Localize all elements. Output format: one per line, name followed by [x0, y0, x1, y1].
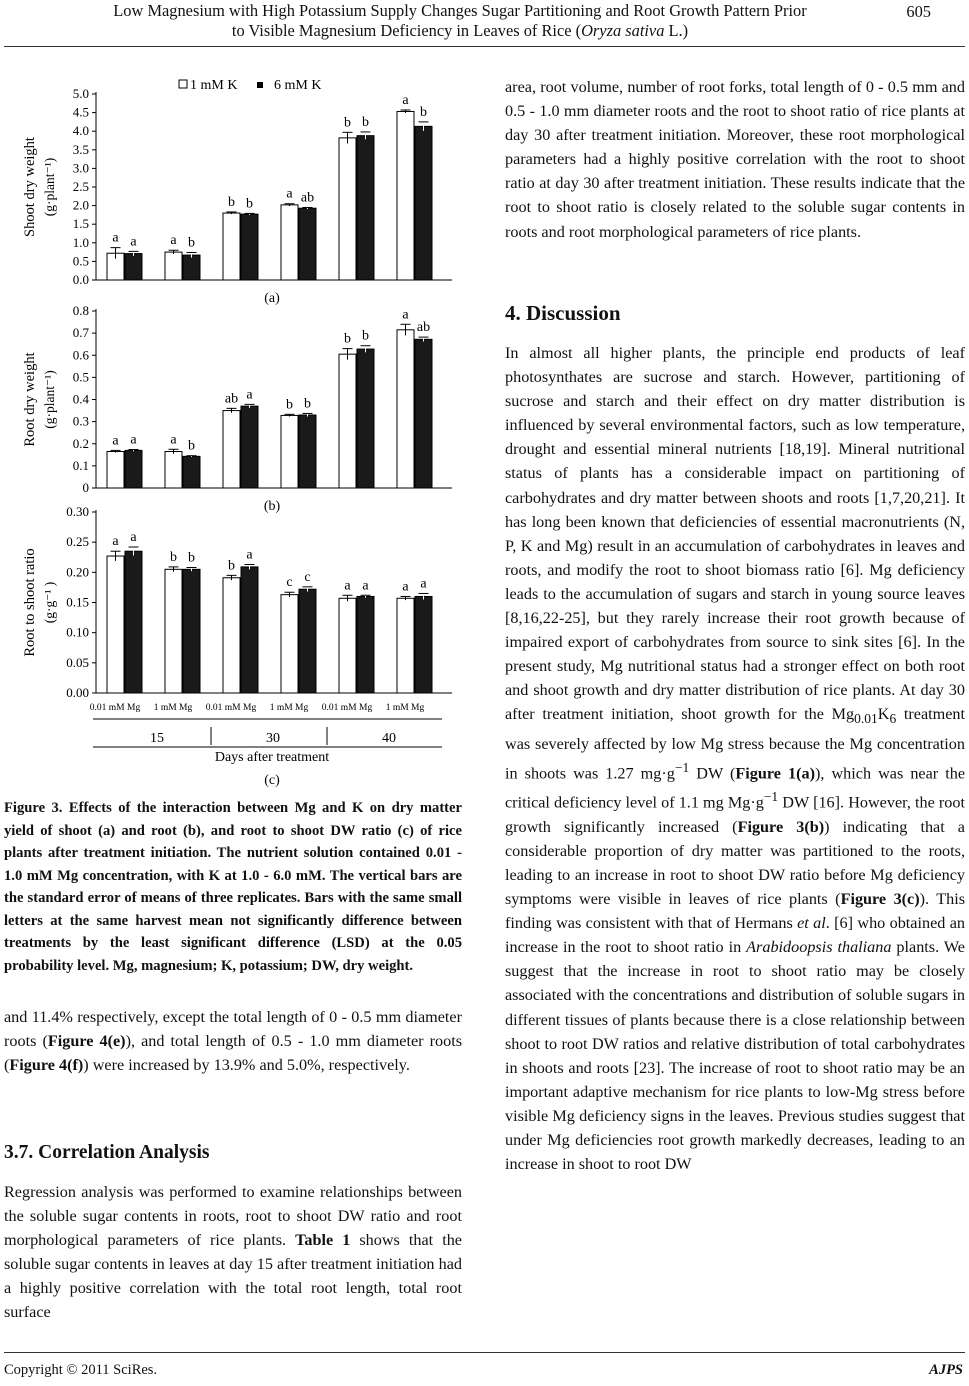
text-run: ) indicating that a considerable proportion of dry matter was partitioned to the roots, leading to an increase in root to shoot DW ratio before Mg deficiency symptoms were visible in leaves of rice plants (: [505, 817, 965, 909]
y-tick-label: 1.5: [72, 216, 89, 232]
x-category-label: 0.01 mM Mg: [89, 703, 141, 713]
superscript: −1: [674, 759, 690, 775]
figure-ref[interactable]: Figure 4(f): [9, 1056, 84, 1075]
significance-letter: a: [402, 579, 409, 595]
bar: [357, 136, 374, 280]
x-category-label: 0.01 mM Mg: [321, 703, 373, 713]
significance-letter: a: [112, 534, 119, 550]
significance-letter: a: [246, 547, 253, 563]
y-axis-unit: (g·plant⁻¹): [42, 157, 57, 217]
figure-3: [12, 74, 452, 794]
text-run: Regression analysis was performed to examine relationships between the soluble sugar contents in roots, root to shoot DW ratio and root morphological parameters of rice plants.: [4, 1183, 462, 1250]
figure-caption: [4, 797, 462, 977]
significance-letter: a: [246, 387, 253, 403]
y-tick-label: 0.25: [66, 534, 89, 550]
bar: [339, 598, 356, 693]
y-tick-label: 0.3: [72, 413, 89, 429]
italic-text: et al: [797, 914, 826, 933]
bar: [125, 450, 142, 488]
y-tick-label: 0.05: [66, 654, 89, 670]
subscript: 0.01: [854, 711, 878, 727]
text-run: In almost all higher plants, the principle end products of leaf photosynthates are sucrose and starch. However, partitioning of sucrose and starch and their effect on dry matter distribution is influenced by several environmental factors, such as low temperature, drought and essential mineral nutrients [18,19]. Mineral nutritional status of plants has a considerable impact on partitioning of carbohydrates and dry matter between shoots and roots [1,7,20,21]. It has long been known that deficiencies of essential macronutrients (N, P, K and Mg) result in an accumulation of carbohydrates in leaves and roots, and modify the root to shoot biomass ratio [6]. Mg deficiency leads to the accumulation of sugars and starch in young source leaves [8,16,22-25], but they rarely increase their root growth because of impaired export of carbohydrates from source to sink sites [6]. In the present study, Mg nutritional status had a stronger effect on both root and shoot growth and dry matter distribution of rice plants. At day 30 after treatment initiation, shoot growth for the Mg: [505, 344, 965, 724]
bar: [165, 569, 182, 693]
significance-letter: ab: [416, 320, 431, 336]
y-tick-label: 0.4: [72, 391, 89, 407]
significance-letter: b: [344, 115, 351, 131]
header-title-line1: Low Magnesium with High Potassium Supply Changes Sugar Partitioning and Root Growth Pattern Prior: [113, 1, 807, 20]
y-tick-label: 4.5: [72, 104, 89, 120]
text-run: ). This finding was consistent with that of Hermans: [505, 890, 965, 933]
y-tick-label: 3.0: [72, 160, 89, 176]
x-category-label: 1 mM Mg: [153, 703, 193, 713]
journal-abbrev: AJPS: [929, 1362, 963, 1378]
text-run: ), which was near the critical deficiency level of 1.1 mg Mg·g: [505, 764, 966, 812]
text-run: DW [16]. However, the root growth significantly increased (: [505, 793, 965, 836]
significance-letter: b: [170, 549, 177, 565]
bar: [165, 252, 182, 280]
x-group-label: 30: [266, 731, 280, 746]
x-group-label: 40: [382, 731, 396, 746]
bar: [339, 138, 356, 280]
panel-label: (b): [263, 499, 281, 514]
species-name: Arabidoopsis thaliana: [746, 938, 892, 957]
species-name: Oryza sativa: [581, 21, 665, 40]
bar: [299, 208, 316, 280]
figure-ref[interactable]: Figure 3(b): [737, 817, 825, 836]
y-tick-label: 5.0: [72, 86, 89, 101]
bar: [299, 589, 316, 693]
x-category-label: 0.01 mM Mg: [205, 703, 257, 713]
significance-letter: a: [402, 92, 409, 108]
header-line2-text: to Visible Magnesium Deficiency in Leaves of Rice (: [231, 21, 582, 40]
panel-label: (c): [264, 773, 280, 788]
significance-letter: a: [402, 307, 409, 323]
text-run: plants. We suggest that the increase in root to shoot ratio may be closely associated with the concentrations and distribution of soluble sugars in different tissues of plants because there is a close relationship between shoot to root DW ratios and relative distribution of total carbohydrates in shoots and roots [23]. The increase of root to shoot ratio may be an important adaptive mechanism for rice plants to low-Mg stress before visible Mg deficiency signs in the leaves. Previous studies suggest that under Mg deficiencies root growth markedly decreases, leading to an increase in shoot to root DW: [505, 938, 965, 1174]
y-tick-label: 3.5: [72, 141, 89, 157]
y-axis-title: Root dry weight: [22, 352, 38, 447]
y-tick-label: 2.5: [72, 179, 89, 194]
bar: [223, 578, 240, 693]
text-run: . [6] who obtained an increase in the root to shoot ratio in: [505, 914, 965, 957]
text-run: ) were increased by 13.9% and 5.0%, respectively.: [83, 1056, 410, 1075]
bar: [397, 330, 414, 488]
y-tick-label: 0.5: [72, 253, 89, 269]
figure-ref[interactable]: Figure 3(c): [840, 890, 920, 909]
legend-label: 6 mM K: [274, 78, 322, 93]
text-run: and 11.4% respectively, except the total length of 0 - 0.5 mm diameter roots (: [4, 1008, 462, 1051]
bar: [241, 214, 258, 280]
y-axis-title: Root to shoot ratio: [22, 548, 38, 657]
y-tick-label: 0.20: [66, 564, 89, 580]
significance-letter: b: [362, 328, 369, 344]
y-axis-unit: (g·g⁻¹ ): [42, 581, 57, 624]
subscript: 6: [889, 711, 897, 727]
page-number: 605: [906, 2, 931, 21]
y-tick-label: 0.0: [72, 272, 89, 287]
bar: [125, 254, 142, 280]
significance-letter: a: [130, 234, 137, 250]
bar: [223, 213, 240, 280]
significance-letter: a: [170, 432, 177, 448]
y-tick-label: 0.7: [72, 325, 89, 341]
left-paragraph-1: [4, 1005, 462, 1077]
significance-letter: b: [228, 558, 235, 574]
significance-letter: b: [188, 235, 195, 251]
footer-rule: [4, 1352, 965, 1353]
significance-letter: a: [112, 230, 119, 246]
significance-letter: b: [362, 114, 369, 130]
significance-letter: b: [286, 397, 293, 413]
left-paragraph-2: [4, 1180, 462, 1325]
y-tick-label: 0.6: [72, 347, 89, 363]
legend-swatch-open: [179, 80, 187, 88]
y-tick-label: 4.0: [72, 123, 89, 139]
significance-letter: b: [420, 104, 427, 120]
y-axis-unit: (g·plant⁻¹): [42, 370, 57, 429]
y-tick-label: 0.8: [72, 303, 89, 318]
significance-letter: c: [286, 575, 293, 591]
y-tick-label: 2.0: [72, 197, 89, 213]
bar: [415, 126, 432, 280]
right-paragraph-1: [505, 75, 965, 244]
y-tick-label: 0.15: [66, 594, 89, 610]
table-ref[interactable]: Table 1: [295, 1231, 351, 1250]
significance-letter: a: [130, 529, 137, 545]
header-rule: [4, 46, 965, 47]
bar: [125, 551, 142, 693]
copyright: Copyright © 2011 SciRes.: [4, 1362, 158, 1378]
text-run: K: [877, 705, 890, 724]
bar: [183, 255, 200, 280]
significance-letter: ab: [224, 391, 239, 407]
y-tick-label: 0.30: [66, 504, 89, 519]
text-run: DW (: [689, 764, 736, 783]
legend-swatch-filled: [257, 82, 263, 88]
caption-text: Effects of the interaction between Mg and K on dry matter yield of shoot (a) and root (b), and root to shoot DW ratio (c) of rice plants after treatment initiation. The nutrient solution contained 0.01 - 1.0 mM Mg concentration, with K at 1.0 - 6.0 mM. The vertical bars are the standard error of means of three replicates. Bars with the same small letters at the same harvest mean not significantly difference between treatments by the least significant difference (LSD) at the 0.05 probability level. Mg, magnesium; K, potassium; DW, dry weight.: [4, 800, 462, 974]
significance-letter: c: [304, 569, 311, 585]
y-tick-label: 0: [82, 480, 89, 495]
paragraph-text: area, root volume, number of root forks, total length of 0 - 0.5 mm and 0.5 - 1.0 mm diameter roots and the root to shoot ratio of rice plants at day 30 after treatment initiation. Moreover, these root morphological parameters had a highly positive correlation with the root to shoot ratio at day 30 after treatment initiation. These results indicate that the root to shoot ratio is closely related to the soluble sugar contents in roots and root morphological parameters of rice plants.: [505, 78, 965, 241]
bar: [299, 415, 316, 488]
significance-letter: b: [188, 550, 195, 566]
bar: [357, 349, 374, 488]
y-tick-label: 0.2: [72, 435, 89, 451]
y-tick-label: 1.0: [72, 234, 89, 250]
text-run: ), and total length of 0.5 - 1.0 mm diameter roots (: [4, 1032, 463, 1075]
panel-label: (a): [264, 291, 280, 306]
bar: [415, 596, 432, 693]
bar: [281, 415, 298, 488]
figure-ref[interactable]: Figure 1(a): [735, 764, 815, 783]
superscript: −1: [763, 789, 779, 805]
x-category-label: 1 mM Mg: [269, 703, 309, 713]
header-line2-end: L.): [664, 21, 689, 40]
y-axis-title: Shoot dry weight: [22, 137, 38, 237]
bar: [397, 111, 414, 280]
section-heading-4: 4. Discussion: [505, 301, 621, 325]
significance-letter: b: [246, 196, 253, 212]
significance-letter: a: [170, 233, 177, 249]
y-tick-label: 0.1: [72, 457, 89, 473]
bar: [183, 569, 200, 693]
legend-label: 1 mM K: [190, 78, 238, 93]
significance-letter: a: [420, 576, 427, 592]
x-axis-title: Days after treatment: [214, 750, 330, 765]
significance-letter: ab: [300, 190, 315, 206]
text-run: treatment was severely affected by low Mg stress because the Mg concentration in shoots was 1.27 mg·g: [505, 705, 966, 783]
y-tick-label: 0.5: [72, 369, 89, 385]
header-title-line2: [40, 21, 880, 41]
bar: [107, 556, 124, 693]
bar: [415, 339, 432, 488]
x-category-label: 1 mM Mg: [385, 703, 425, 713]
significance-letter: b: [344, 331, 351, 347]
bar: [223, 411, 240, 488]
text-run: shows that the soluble sugar contents in leaves at day 15 after treatment initiation had a highly positive correlation with the total root length, total root surface: [4, 1231, 462, 1322]
significance-letter: a: [286, 186, 293, 202]
right-paragraph-2: [505, 341, 965, 1176]
x-group-label: 15: [150, 731, 164, 746]
bar: [241, 567, 258, 693]
caption-label: Figure 3.: [4, 800, 63, 816]
bar: [165, 451, 182, 488]
figure-ref[interactable]: Figure 4(e): [47, 1032, 126, 1051]
y-tick-label: 0.00: [66, 685, 89, 700]
bar: [339, 354, 356, 488]
significance-letter: b: [304, 396, 311, 412]
bar: [183, 456, 200, 488]
bar: [281, 595, 298, 693]
significance-letter: a: [344, 578, 351, 594]
section-heading-3-7: 3.7. Correlation Analysis: [4, 1142, 210, 1163]
bar: [281, 205, 298, 280]
significance-letter: b: [228, 194, 235, 210]
significance-letter: b: [188, 438, 195, 454]
bar: [241, 406, 258, 488]
running-header: [0, 0, 969, 46]
y-tick-label: 0.10: [66, 624, 89, 640]
bar: [397, 598, 414, 693]
significance-letter: a: [112, 433, 119, 449]
significance-letter: a: [130, 432, 137, 448]
bar: [107, 451, 124, 488]
significance-letter: a: [362, 578, 369, 594]
figure-3-svg: [12, 74, 452, 794]
bar: [357, 596, 374, 693]
